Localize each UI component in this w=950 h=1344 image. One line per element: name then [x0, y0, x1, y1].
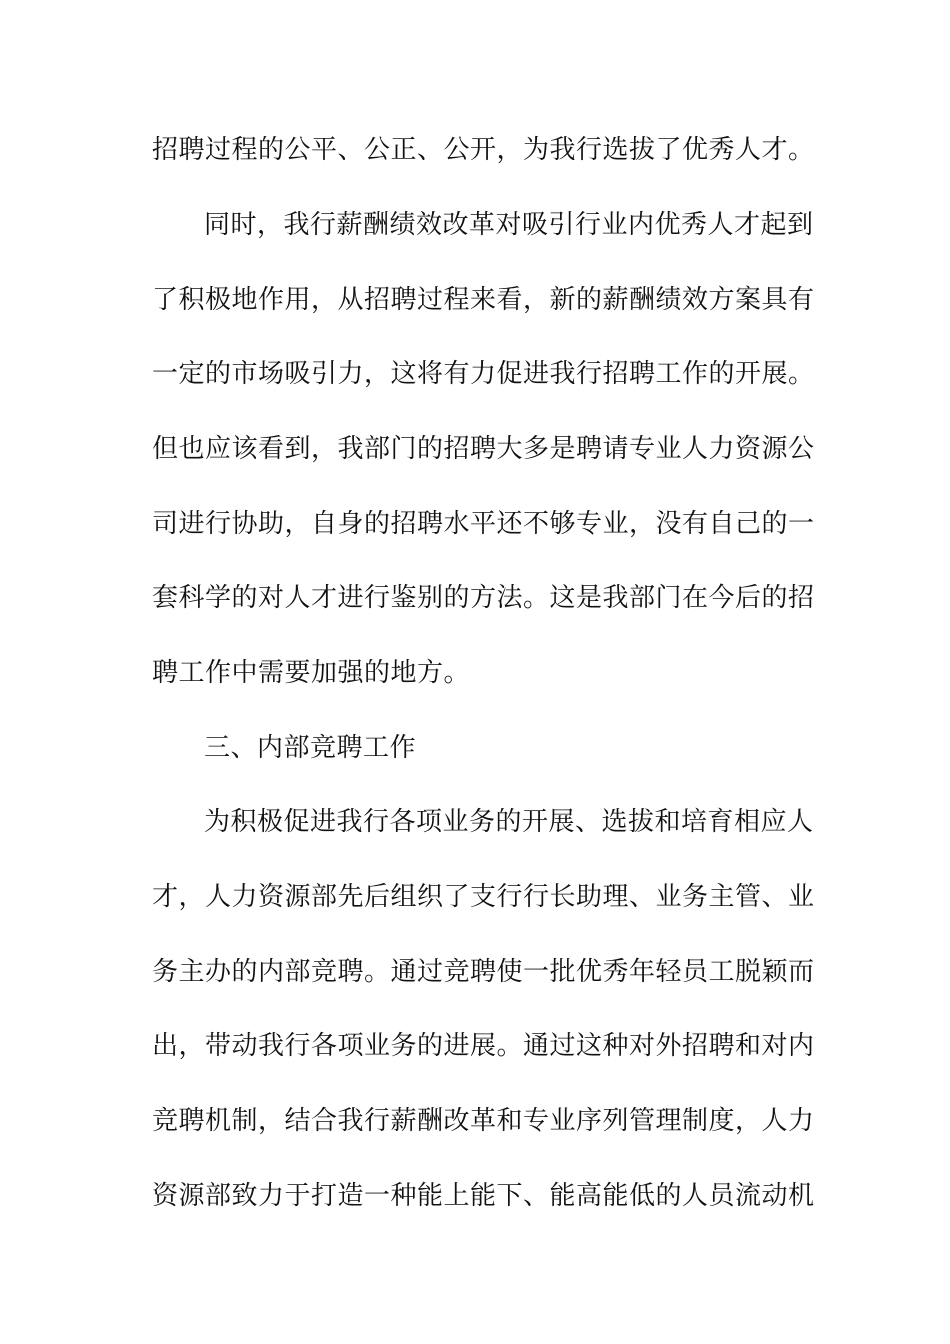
paragraph-line: 同时，我行薪酬绩效改革对吸引行业内优秀人才起到	[204, 210, 814, 240]
paragraph-line: 聘工作中需要加强的地方。	[152, 658, 471, 688]
paragraph-line: 出，带动我行各项业务的进展。通过这种对外招聘和对内	[152, 1031, 815, 1061]
paragraph-line: 才，人力资源部先后组织了支行行长助理、业务主管、业	[152, 882, 815, 912]
paragraph-line: 资源部致力于打造一种能上能下、能高能低的人员流动机	[152, 1181, 815, 1211]
paragraph-line: 套科学的对人才进行鉴别的方法。这是我部门在今后的招	[152, 583, 815, 613]
section-heading: 三、内部竞聘工作	[204, 733, 417, 763]
paragraph-line: 了积极地作用，从招聘过程来看，新的薪酬绩效方案具有	[152, 285, 815, 315]
paragraph-line: 竞聘机制，结合我行薪酬改革和专业序列管理制度，人力	[152, 1106, 815, 1136]
paragraph-line: 为积极促进我行各项业务的开展、选拔和培育相应人	[204, 807, 814, 837]
paragraph-line: 但也应该看到，我部门的招聘大多是聘请专业人力资源公	[152, 434, 815, 464]
paragraph-line: 一定的市场吸引力，这将有力促进我行招聘工作的开展。	[152, 359, 815, 389]
paragraph-line: 务主办的内部竞聘。通过竞聘使一批优秀年轻员工脱颖而	[152, 957, 815, 987]
paragraph-line: 招聘过程的公平、公正、公开，为我行选拔了优秀人才。	[152, 135, 815, 165]
paragraph-line: 司进行协助，自身的招聘水平还不够专业，没有自己的一	[152, 509, 815, 539]
